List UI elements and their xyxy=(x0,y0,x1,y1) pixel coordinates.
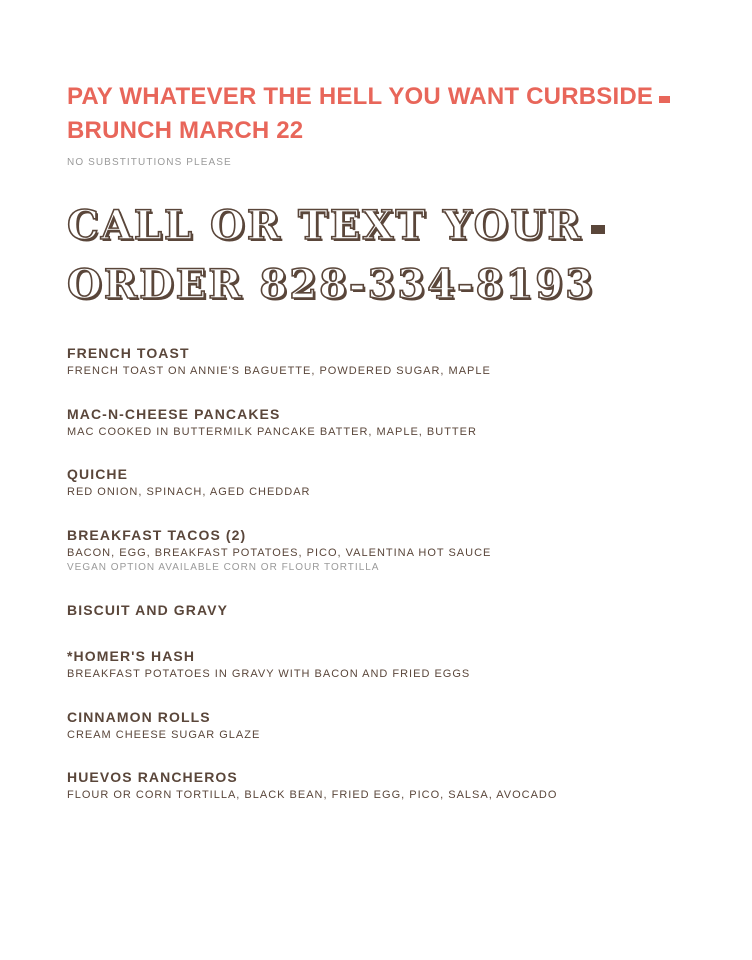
menu-item-name: BISCUIT AND GRAVY xyxy=(67,602,229,618)
call-line-1-text: CALL OR TEXT YOUR xyxy=(67,202,583,249)
dash-marker-icon xyxy=(591,225,605,234)
call-line-1 xyxy=(67,196,727,255)
menu-item-homers-hash xyxy=(67,647,707,682)
menu-item-name: MAC-N-CHEESE PANCAKES xyxy=(67,406,281,422)
menu-item-description: CREAM CHEESE SUGAR GLAZE xyxy=(67,729,261,741)
dash-marker-icon xyxy=(659,96,670,103)
menu-item-breakfast-tacos xyxy=(67,526,707,575)
menu-item-description: FRENCH TOAST ON ANNIE'S BAGUETTE, POWDERED SUGAR, MAPLE xyxy=(67,365,491,377)
menu-item-name: BREAKFAST TACOS (2) xyxy=(67,527,247,543)
headline xyxy=(67,80,707,148)
menu-item-name: FRENCH TOAST xyxy=(67,345,190,361)
menu-item-vegan-note: VEGAN OPTION AVAILABLE CORN OR FLOUR TORTILLA xyxy=(67,562,380,573)
menu-item-description: RED ONION, SPINACH, AGED CHEDDAR xyxy=(67,486,311,498)
substitutions-note: NO SUBSTITUTIONS PLEASE xyxy=(67,157,232,168)
headline-line-1: PAY WHATEVER THE HELL YOU WANT CURBSIDE xyxy=(67,83,654,110)
menu-item-biscuit-and-gravy xyxy=(67,601,707,619)
menu-item-description: MAC COOKED IN BUTTERMILK PANCAKE BATTER, MAPLE, BUTTER xyxy=(67,426,477,438)
menu-item-description: FLOUR OR CORN TORTILLA, BLACK BEAN, FRIED EGG, PICO, SALSA, AVOCADO xyxy=(67,789,558,801)
menu-item-name: *HOMER'S HASH xyxy=(67,648,196,664)
call-to-order-title xyxy=(67,196,727,314)
menu-item-description: BREAKFAST POTATOES IN GRAVY WITH BACON AND FRIED EGGS xyxy=(67,668,471,680)
menu-item-french-toast xyxy=(67,344,707,379)
menu-item-huevos-rancheros xyxy=(67,768,707,803)
headline-line-2: BRUNCH MARCH 22 xyxy=(67,117,304,144)
menu-item-mac-n-cheese-pancakes xyxy=(67,405,707,440)
call-line-2: ORDER 828-334-8193 xyxy=(67,261,595,308)
menu-item-name: HUEVOS RANCHEROS xyxy=(67,769,238,785)
menu-item-name: QUICHE xyxy=(67,466,129,482)
menu-item-description: BACON, EGG, BREAKFAST POTATOES, PICO, VALENTINA HOT SAUCE xyxy=(67,547,492,559)
menu-item-cinnamon-rolls xyxy=(67,708,707,743)
menu-item-quiche xyxy=(67,465,707,500)
menu-item-name: CINNAMON ROLLS xyxy=(67,709,211,725)
